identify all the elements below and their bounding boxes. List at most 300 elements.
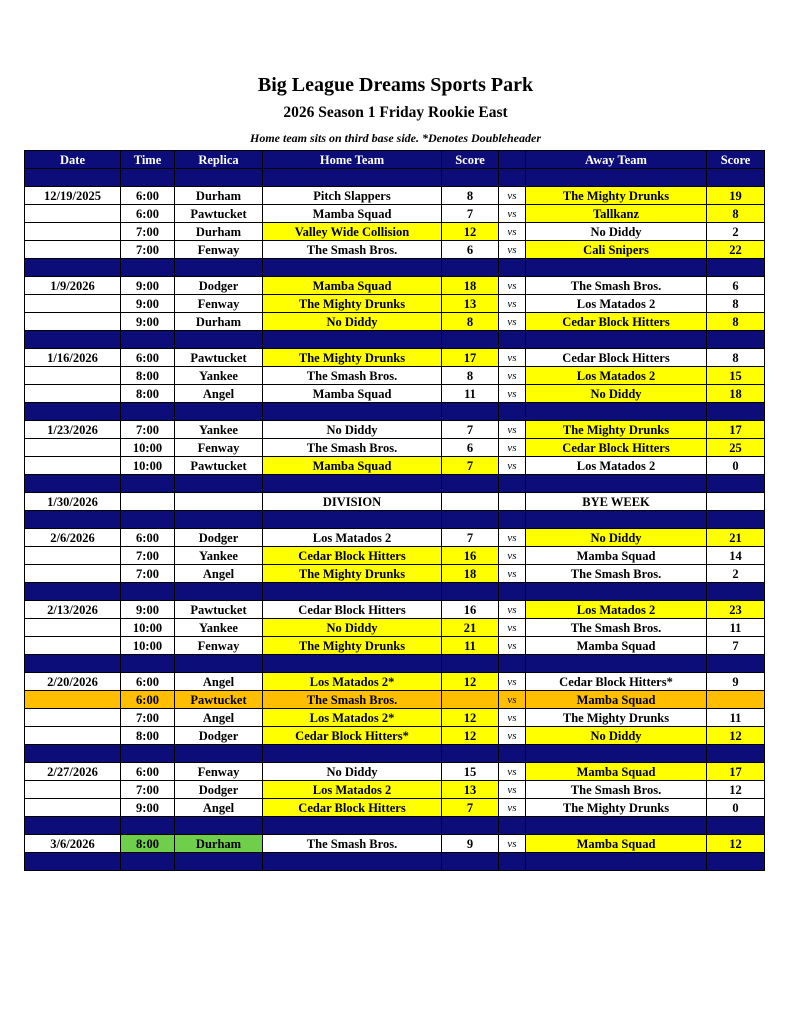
time-cell: 8:00 xyxy=(121,727,175,745)
away-team-cell: Mamba Squad xyxy=(526,547,707,565)
col-home-score-header: Score xyxy=(442,151,499,169)
separator-cell xyxy=(25,259,121,277)
time-cell: 6:00 xyxy=(121,205,175,223)
week-separator xyxy=(25,259,765,277)
week-separator xyxy=(25,403,765,421)
separator-cell xyxy=(263,745,442,763)
game-row xyxy=(25,241,765,259)
game-row xyxy=(25,367,765,385)
vs-cell: vs xyxy=(499,223,526,241)
week-separator xyxy=(25,475,765,493)
home-score-cell xyxy=(442,691,499,709)
away-score-cell: 12 xyxy=(707,835,765,853)
separator-cell xyxy=(707,511,765,529)
home-score-cell: 7 xyxy=(442,529,499,547)
vs-cell: vs xyxy=(499,727,526,745)
home-score-cell: 12 xyxy=(442,673,499,691)
away-score-cell: 23 xyxy=(707,601,765,619)
separator-cell xyxy=(707,169,765,187)
separator-cell xyxy=(707,655,765,673)
time-cell: 9:00 xyxy=(121,601,175,619)
home-team-cell: Cedar Block Hitters xyxy=(263,547,442,565)
separator-cell xyxy=(526,583,707,601)
separator-cell xyxy=(175,745,263,763)
home-team-cell: Cedar Block Hitters xyxy=(263,799,442,817)
away-score-cell: 15 xyxy=(707,367,765,385)
separator-cell xyxy=(526,817,707,835)
home-score-cell: 8 xyxy=(442,367,499,385)
time-cell: 9:00 xyxy=(121,313,175,331)
replica-field-cell: Dodger xyxy=(175,781,263,799)
separator-cell xyxy=(175,331,263,349)
replica-field-cell: Dodger xyxy=(175,727,263,745)
time-cell: 9:00 xyxy=(121,295,175,313)
separator-cell xyxy=(121,331,175,349)
replica-field-cell: Durham xyxy=(175,313,263,331)
separator-cell xyxy=(499,511,526,529)
home-score-cell: 16 xyxy=(442,601,499,619)
vs-cell: vs xyxy=(499,205,526,223)
separator-cell xyxy=(25,817,121,835)
home-team-cell: Los Matados 2* xyxy=(263,673,442,691)
separator-cell xyxy=(263,403,442,421)
time-cell: 6:00 xyxy=(121,763,175,781)
game-row xyxy=(25,709,765,727)
replica-field-cell: Durham xyxy=(175,223,263,241)
home-team-cell: Los Matados 2 xyxy=(263,781,442,799)
vs-cell: vs xyxy=(499,187,526,205)
vs-cell: vs xyxy=(499,421,526,439)
separator-cell xyxy=(442,403,499,421)
separator-cell xyxy=(707,331,765,349)
home-team-cell: Cedar Block Hitters xyxy=(263,601,442,619)
separator-cell xyxy=(707,259,765,277)
home-team-cell: Los Matados 2 xyxy=(263,529,442,547)
away-team-cell: Cedar Block Hitters* xyxy=(526,673,707,691)
separator-cell xyxy=(25,745,121,763)
vs-cell xyxy=(499,493,526,511)
separator-cell xyxy=(526,853,707,871)
home-team-cell: No Diddy xyxy=(263,619,442,637)
home-score-cell: 6 xyxy=(442,439,499,457)
week-separator xyxy=(25,655,765,673)
home-team-cell: Mamba Squad xyxy=(263,277,442,295)
game-row xyxy=(25,223,765,241)
home-score-cell: 18 xyxy=(442,565,499,583)
date-cell: 1/23/2026 xyxy=(25,421,121,439)
table-header-row xyxy=(25,151,765,169)
separator-cell xyxy=(526,655,707,673)
replica-field-cell: Yankee xyxy=(175,367,263,385)
separator-cell xyxy=(121,745,175,763)
away-team-cell: Cedar Block Hitters xyxy=(526,439,707,457)
vs-cell: vs xyxy=(499,277,526,295)
date-cell xyxy=(25,223,121,241)
col-away-team-header: Away Team xyxy=(526,151,707,169)
separator-cell xyxy=(526,475,707,493)
vs-cell: vs xyxy=(499,637,526,655)
home-team-cell: The Smash Bros. xyxy=(263,367,442,385)
separator-cell xyxy=(25,655,121,673)
separator-cell xyxy=(499,169,526,187)
away-team-cell: Los Matados 2 xyxy=(526,457,707,475)
away-score-cell: 2 xyxy=(707,223,765,241)
page-note: Home team sits on third base side. *Denotes Doubleheader xyxy=(250,131,541,145)
home-score-cell: 15 xyxy=(442,763,499,781)
game-row xyxy=(25,619,765,637)
separator-cell xyxy=(499,817,526,835)
home-score-cell: 8 xyxy=(442,313,499,331)
away-team-cell: Mamba Squad xyxy=(526,691,707,709)
time-cell: 7:00 xyxy=(121,565,175,583)
home-team-cell: The Mighty Drunks xyxy=(263,565,442,583)
game-row xyxy=(25,493,765,511)
vs-cell: vs xyxy=(499,295,526,313)
away-team-cell: No Diddy xyxy=(526,727,707,745)
separator-cell xyxy=(442,853,499,871)
separator-cell xyxy=(707,583,765,601)
separator-cell xyxy=(499,475,526,493)
separator-cell xyxy=(121,403,175,421)
separator-cell xyxy=(175,259,263,277)
replica-field-cell: Durham xyxy=(175,187,263,205)
vs-cell: vs xyxy=(499,439,526,457)
separator-cell xyxy=(263,853,442,871)
separator-cell xyxy=(25,475,121,493)
date-cell xyxy=(25,313,121,331)
away-score-cell: 12 xyxy=(707,727,765,745)
separator-cell xyxy=(263,169,442,187)
away-score-cell: 12 xyxy=(707,781,765,799)
away-score-cell: 22 xyxy=(707,241,765,259)
away-score-cell: 0 xyxy=(707,799,765,817)
home-score-cell: 11 xyxy=(442,637,499,655)
away-score-cell: 17 xyxy=(707,763,765,781)
separator-cell xyxy=(121,583,175,601)
game-row xyxy=(25,349,765,367)
page-subtitle: 2026 Season 1 Friday Rookie East xyxy=(283,104,508,121)
separator-cell xyxy=(175,169,263,187)
home-team-cell: Mamba Squad xyxy=(263,385,442,403)
home-team-cell: No Diddy xyxy=(263,763,442,781)
away-score-cell: 8 xyxy=(707,295,765,313)
vs-cell: vs xyxy=(499,367,526,385)
home-score-cell xyxy=(442,493,499,511)
separator-cell xyxy=(442,745,499,763)
game-row xyxy=(25,727,765,745)
away-score-cell: 14 xyxy=(707,547,765,565)
date-cell xyxy=(25,691,121,709)
home-score-cell: 7 xyxy=(442,205,499,223)
away-team-cell: Mamba Squad xyxy=(526,763,707,781)
away-score-cell: 18 xyxy=(707,385,765,403)
date-cell: 2/6/2026 xyxy=(25,529,121,547)
time-cell: 6:00 xyxy=(121,529,175,547)
col-replica-header: Replica xyxy=(175,151,263,169)
date-cell xyxy=(25,637,121,655)
replica-field-cell: Fenway xyxy=(175,241,263,259)
time-cell: 10:00 xyxy=(121,637,175,655)
time-cell: 9:00 xyxy=(121,277,175,295)
col-vs-header xyxy=(499,151,526,169)
away-team-cell: Los Matados 2 xyxy=(526,367,707,385)
game-row xyxy=(25,691,765,709)
col-date-header: Date xyxy=(25,151,121,169)
time-cell: 6:00 xyxy=(121,187,175,205)
away-team-cell: The Mighty Drunks xyxy=(526,709,707,727)
replica-field-cell: Pawtucket xyxy=(175,205,263,223)
date-cell xyxy=(25,565,121,583)
separator-cell xyxy=(707,745,765,763)
game-row xyxy=(25,781,765,799)
date-cell xyxy=(25,385,121,403)
away-score-cell: 17 xyxy=(707,421,765,439)
home-team-cell: Los Matados 2* xyxy=(263,709,442,727)
separator-cell xyxy=(175,583,263,601)
separator-cell xyxy=(442,655,499,673)
date-cell: 12/19/2025 xyxy=(25,187,121,205)
replica-field-cell: Yankee xyxy=(175,547,263,565)
game-row xyxy=(25,601,765,619)
separator-cell xyxy=(442,817,499,835)
separator-cell xyxy=(707,475,765,493)
separator-cell xyxy=(121,169,175,187)
separator-cell xyxy=(263,331,442,349)
away-score-cell: 11 xyxy=(707,709,765,727)
vs-cell: vs xyxy=(499,547,526,565)
replica-field-cell xyxy=(175,493,263,511)
away-team-cell: The Mighty Drunks xyxy=(526,421,707,439)
separator-cell xyxy=(707,403,765,421)
separator-cell xyxy=(25,853,121,871)
time-cell: 8:00 xyxy=(121,835,175,853)
game-row xyxy=(25,457,765,475)
away-team-cell: Cedar Block Hitters xyxy=(526,313,707,331)
time-cell: 7:00 xyxy=(121,709,175,727)
home-team-cell: The Smash Bros. xyxy=(263,691,442,709)
date-cell xyxy=(25,781,121,799)
game-row xyxy=(25,529,765,547)
home-score-cell: 17 xyxy=(442,349,499,367)
replica-field-cell: Angel xyxy=(175,565,263,583)
time-cell: 8:00 xyxy=(121,367,175,385)
replica-field-cell: Angel xyxy=(175,799,263,817)
schedule-table xyxy=(24,150,765,871)
separator-cell xyxy=(263,655,442,673)
time-cell xyxy=(121,493,175,511)
game-row xyxy=(25,385,765,403)
time-cell: 6:00 xyxy=(121,691,175,709)
home-team-cell: No Diddy xyxy=(263,313,442,331)
separator-cell xyxy=(121,475,175,493)
replica-field-cell: Fenway xyxy=(175,637,263,655)
away-team-cell: The Mighty Drunks xyxy=(526,187,707,205)
away-team-cell: No Diddy xyxy=(526,385,707,403)
game-row xyxy=(25,763,765,781)
separator-cell xyxy=(526,259,707,277)
separator-cell xyxy=(263,259,442,277)
home-score-cell: 16 xyxy=(442,547,499,565)
col-home-team-header: Home Team xyxy=(263,151,442,169)
away-score-cell xyxy=(707,493,765,511)
date-cell: 1/9/2026 xyxy=(25,277,121,295)
vs-cell: vs xyxy=(499,709,526,727)
separator-cell xyxy=(526,403,707,421)
date-cell xyxy=(25,367,121,385)
separator-cell xyxy=(499,403,526,421)
date-cell xyxy=(25,241,121,259)
separator-cell xyxy=(499,745,526,763)
time-cell: 6:00 xyxy=(121,673,175,691)
separator-cell xyxy=(526,745,707,763)
separator-cell xyxy=(175,511,263,529)
replica-field-cell: Pawtucket xyxy=(175,457,263,475)
home-team-cell: Valley Wide Collision xyxy=(263,223,442,241)
date-cell: 3/6/2026 xyxy=(25,835,121,853)
away-score-cell: 0 xyxy=(707,457,765,475)
separator-cell xyxy=(121,853,175,871)
week-separator xyxy=(25,853,765,871)
away-team-cell: Cedar Block Hitters xyxy=(526,349,707,367)
replica-field-cell: Fenway xyxy=(175,295,263,313)
date-cell: 2/13/2026 xyxy=(25,601,121,619)
away-team-cell: Los Matados 2 xyxy=(526,601,707,619)
replica-field-cell: Dodger xyxy=(175,277,263,295)
away-score-cell: 2 xyxy=(707,565,765,583)
home-team-cell: Pitch Slappers xyxy=(263,187,442,205)
separator-cell xyxy=(175,655,263,673)
vs-cell: vs xyxy=(499,799,526,817)
away-score-cell: 9 xyxy=(707,673,765,691)
home-score-cell: 18 xyxy=(442,277,499,295)
home-score-cell: 12 xyxy=(442,223,499,241)
separator-cell xyxy=(263,817,442,835)
separator-cell xyxy=(25,511,121,529)
date-cell xyxy=(25,727,121,745)
separator-cell xyxy=(25,403,121,421)
away-team-cell: Tallkanz xyxy=(526,205,707,223)
page-title: Big League Dreams Sports Park xyxy=(257,74,534,96)
vs-cell: vs xyxy=(499,457,526,475)
week-separator xyxy=(25,331,765,349)
vs-cell: vs xyxy=(499,349,526,367)
game-row xyxy=(25,187,765,205)
away-score-cell: 6 xyxy=(707,277,765,295)
replica-field-cell: Fenway xyxy=(175,439,263,457)
vs-cell: vs xyxy=(499,241,526,259)
col-away-score-header: Score xyxy=(707,151,765,169)
separator-cell xyxy=(499,655,526,673)
replica-field-cell: Pawtucket xyxy=(175,601,263,619)
separator-cell xyxy=(442,331,499,349)
replica-field-cell: Pawtucket xyxy=(175,349,263,367)
replica-field-cell: Angel xyxy=(175,385,263,403)
home-team-cell: The Smash Bros. xyxy=(263,439,442,457)
away-score-cell: 21 xyxy=(707,529,765,547)
away-score-cell: 8 xyxy=(707,349,765,367)
week-separator xyxy=(25,745,765,763)
home-team-cell: Cedar Block Hitters* xyxy=(263,727,442,745)
away-score-cell xyxy=(707,691,765,709)
away-team-cell: Mamba Squad xyxy=(526,637,707,655)
replica-field-cell: Fenway xyxy=(175,763,263,781)
vs-cell: vs xyxy=(499,385,526,403)
game-row xyxy=(25,421,765,439)
vs-cell: vs xyxy=(499,673,526,691)
away-team-cell: No Diddy xyxy=(526,529,707,547)
separator-cell xyxy=(499,259,526,277)
separator-cell xyxy=(442,511,499,529)
date-cell xyxy=(25,619,121,637)
time-cell: 6:00 xyxy=(121,349,175,367)
separator-cell xyxy=(499,853,526,871)
date-cell: 2/27/2026 xyxy=(25,763,121,781)
home-team-cell: The Mighty Drunks xyxy=(263,637,442,655)
home-team-cell: Mamba Squad xyxy=(263,457,442,475)
game-row xyxy=(25,637,765,655)
separator-cell xyxy=(526,169,707,187)
home-score-cell: 11 xyxy=(442,385,499,403)
separator-cell xyxy=(526,331,707,349)
separator-cell xyxy=(526,511,707,529)
replica-field-cell: Durham xyxy=(175,835,263,853)
replica-field-cell: Yankee xyxy=(175,619,263,637)
away-team-cell: The Mighty Drunks xyxy=(526,799,707,817)
away-score-cell: 8 xyxy=(707,313,765,331)
game-row xyxy=(25,835,765,853)
time-cell: 7:00 xyxy=(121,241,175,259)
away-score-cell: 8 xyxy=(707,205,765,223)
time-cell: 10:00 xyxy=(121,439,175,457)
replica-field-cell: Angel xyxy=(175,709,263,727)
date-cell xyxy=(25,295,121,313)
separator-cell xyxy=(442,169,499,187)
date-cell xyxy=(25,709,121,727)
separator-cell xyxy=(121,259,175,277)
game-row xyxy=(25,313,765,331)
home-score-cell: 12 xyxy=(442,709,499,727)
game-row xyxy=(25,673,765,691)
week-separator xyxy=(25,817,765,835)
week-separator xyxy=(25,169,765,187)
separator-cell xyxy=(263,511,442,529)
date-cell xyxy=(25,205,121,223)
separator-cell xyxy=(499,331,526,349)
away-team-cell: The Smash Bros. xyxy=(526,565,707,583)
replica-field-cell: Yankee xyxy=(175,421,263,439)
home-team-cell: No Diddy xyxy=(263,421,442,439)
separator-cell xyxy=(25,331,121,349)
game-row xyxy=(25,295,765,313)
date-cell: 1/16/2026 xyxy=(25,349,121,367)
separator-cell xyxy=(121,511,175,529)
date-cell: 1/30/2026 xyxy=(25,493,121,511)
away-team-cell: No Diddy xyxy=(526,223,707,241)
separator-cell xyxy=(263,475,442,493)
vs-cell: vs xyxy=(499,313,526,331)
week-separator xyxy=(25,583,765,601)
game-row xyxy=(25,565,765,583)
separator-cell xyxy=(121,817,175,835)
home-score-cell: 21 xyxy=(442,619,499,637)
separator-cell xyxy=(121,655,175,673)
separator-cell xyxy=(175,403,263,421)
away-score-cell: 19 xyxy=(707,187,765,205)
home-team-cell: DIVISION xyxy=(263,493,442,511)
away-team-cell: Cali Snipers xyxy=(526,241,707,259)
away-score-cell: 11 xyxy=(707,619,765,637)
game-row xyxy=(25,799,765,817)
